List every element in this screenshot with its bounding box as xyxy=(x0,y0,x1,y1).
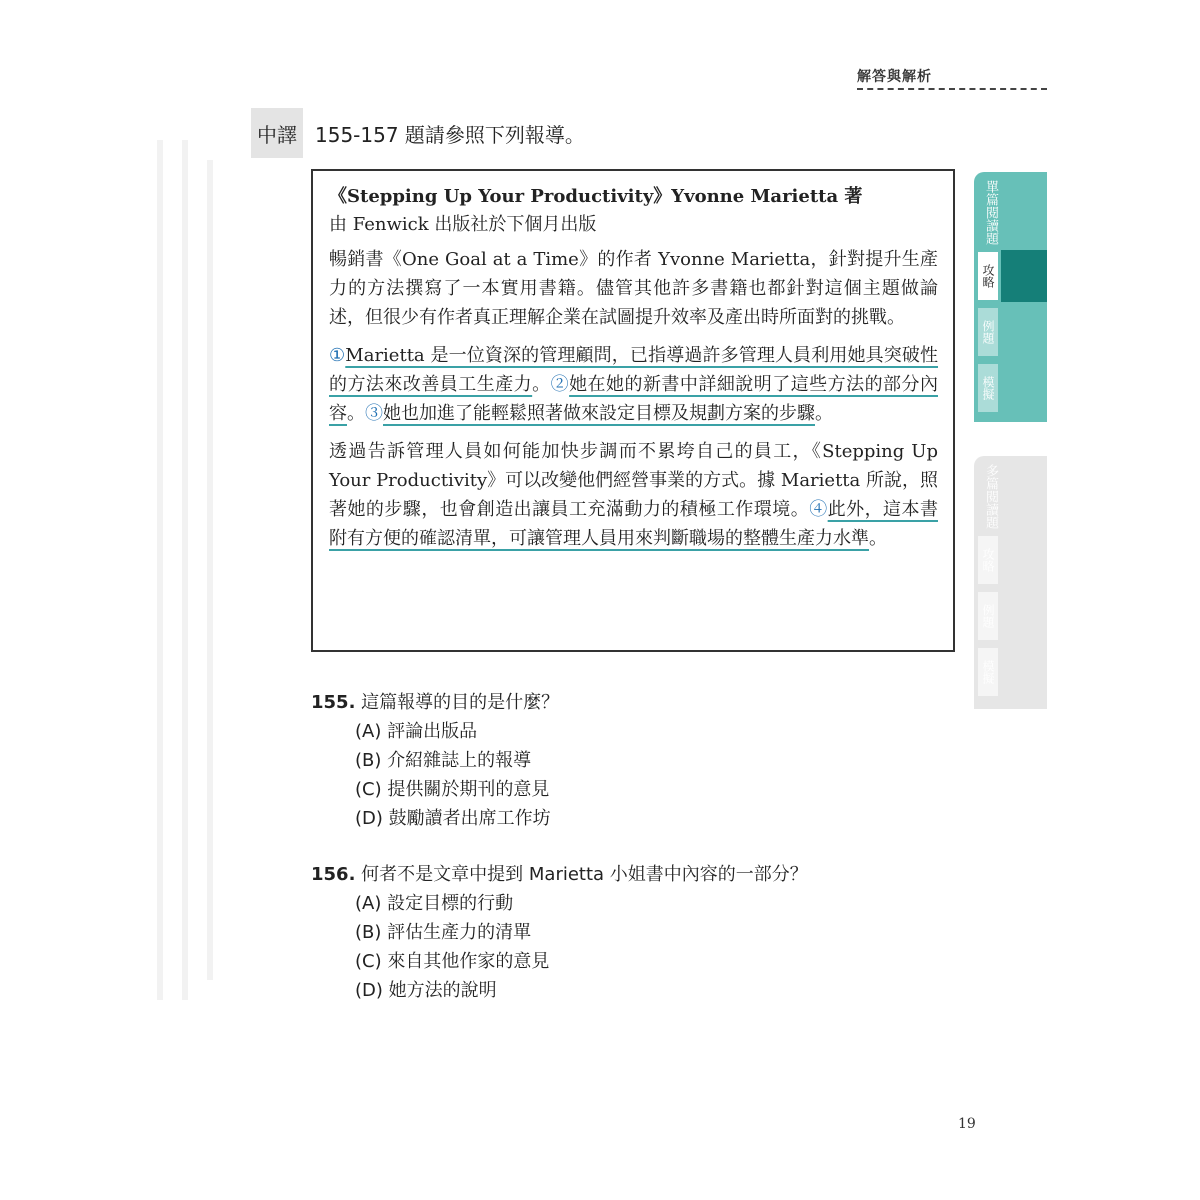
side-tab-item-examples[interactable] xyxy=(978,592,998,640)
paragraph-3-text: 透過告訴管理人員如何能加快步調而不累垮自己的員工，《Stepping Up Your Productivity》可以改變他們經營事業的方式。據 Marietta 所說，照著她的步驟，也會創造出讓員工充滿動力的積極工作環境。 xyxy=(329,441,938,520)
option-d: (D) 她方法的說明 xyxy=(355,980,497,1001)
question-text: 何者不是文章中提到 Marietta 小姐書中內容的一部分？ xyxy=(361,864,808,885)
passage-paragraph-2 xyxy=(329,341,938,428)
passage-subtitle: 由 Fenwick 出版社於下個月出版 xyxy=(329,214,597,235)
highlight-sentence-2: 她在她的新書中詳細說明了這些方法的部分內容 xyxy=(329,374,938,424)
question-stem xyxy=(311,688,871,717)
marker-1: ① xyxy=(329,345,346,366)
question-stem xyxy=(311,860,871,889)
punctuation: 。 xyxy=(869,528,887,549)
question-number: 155. xyxy=(311,692,356,713)
punctuation: 。 xyxy=(347,403,365,424)
side-tab-item-label: 攻略 xyxy=(981,548,995,572)
marker-2: ② xyxy=(550,374,570,395)
side-tab-item-label: 模擬 xyxy=(981,376,995,400)
header-title: 解答與解析 xyxy=(857,69,932,85)
side-tab-multi-passage[interactable] xyxy=(974,456,1047,709)
passage-paragraph-3 xyxy=(329,437,938,553)
passage-paragraph-1: 暢銷書《One Goal at a Time》的作者 Yvonne Marietta，針對提升生產力的方法撰寫了一本實用書籍。儘管其他許多書籍也都針對這個主題做論述，但很少有作者真正理解企業在試圖提升效率及產出時所面對的挑戰。 xyxy=(329,249,938,328)
passage-box xyxy=(311,169,955,652)
question-156 xyxy=(311,860,871,1005)
side-tab-item-label: 例題 xyxy=(981,320,995,344)
side-tab-label: 多篇閱讀題 xyxy=(983,464,998,529)
option-a: (A) 評論出版品 xyxy=(355,721,478,742)
side-tab-item-examples[interactable] xyxy=(978,308,998,356)
option-b: (B) 評估生產力的清單 xyxy=(355,922,532,943)
header-divider xyxy=(857,88,1047,90)
question-155 xyxy=(311,688,871,833)
active-indicator xyxy=(1001,250,1047,302)
side-tab-item-strategy[interactable] xyxy=(978,536,998,584)
highlight-sentence-1: Marietta 是一位資深的管理顧問，已指導過許多管理人員利用她具突破性的方法來改善員工生產力 xyxy=(329,345,939,395)
section-heading xyxy=(251,108,585,158)
side-tab-item-label: 模擬 xyxy=(981,660,995,684)
side-tab-label: 單篇閱讀題 xyxy=(983,180,998,245)
side-tab-item-practice[interactable] xyxy=(978,364,998,412)
highlight-sentence-3: 她也加進了能輕鬆照著做來設定目標及規劃方案的步驟 xyxy=(383,403,815,424)
side-tab-item-label: 攻略 xyxy=(981,264,995,288)
question-text: 這篇報導的目的是什麼？ xyxy=(361,692,560,713)
side-tab-single-passage[interactable] xyxy=(974,172,1047,422)
page-number: 19 xyxy=(958,1116,976,1132)
question-number: 156. xyxy=(311,864,356,885)
marker-4: ④ xyxy=(809,499,828,520)
option-b: (B) 介紹雜誌上的報導 xyxy=(355,750,532,771)
translation-tag: 中譯 xyxy=(251,108,303,158)
passage-title: 《Stepping Up Your Productivity》Yvonne Marietta 著 xyxy=(329,186,863,207)
highlight-sentence-4: 此外，這本書附有方便的確認清單，可讓管理人員用來判斷職場的整體生產力水準 xyxy=(329,499,938,549)
option-c: (C) 提供關於期刊的意見 xyxy=(355,779,550,800)
side-tab-item-label: 例題 xyxy=(981,604,995,628)
side-tab-item-strategy[interactable] xyxy=(978,252,998,300)
side-tab-item-practice[interactable] xyxy=(978,648,998,696)
marker-3: ③ xyxy=(365,403,383,424)
option-c: (C) 來自其他作家的意見 xyxy=(355,951,550,972)
punctuation: 。 xyxy=(815,403,833,424)
option-d: (D) 鼓勵讀者出席工作坊 xyxy=(355,808,551,829)
punctuation: 。 xyxy=(532,374,551,395)
option-a: (A) 設定目標的行動 xyxy=(355,893,514,914)
heading-text: 155-157 題請參照下列報導。 xyxy=(315,122,585,147)
